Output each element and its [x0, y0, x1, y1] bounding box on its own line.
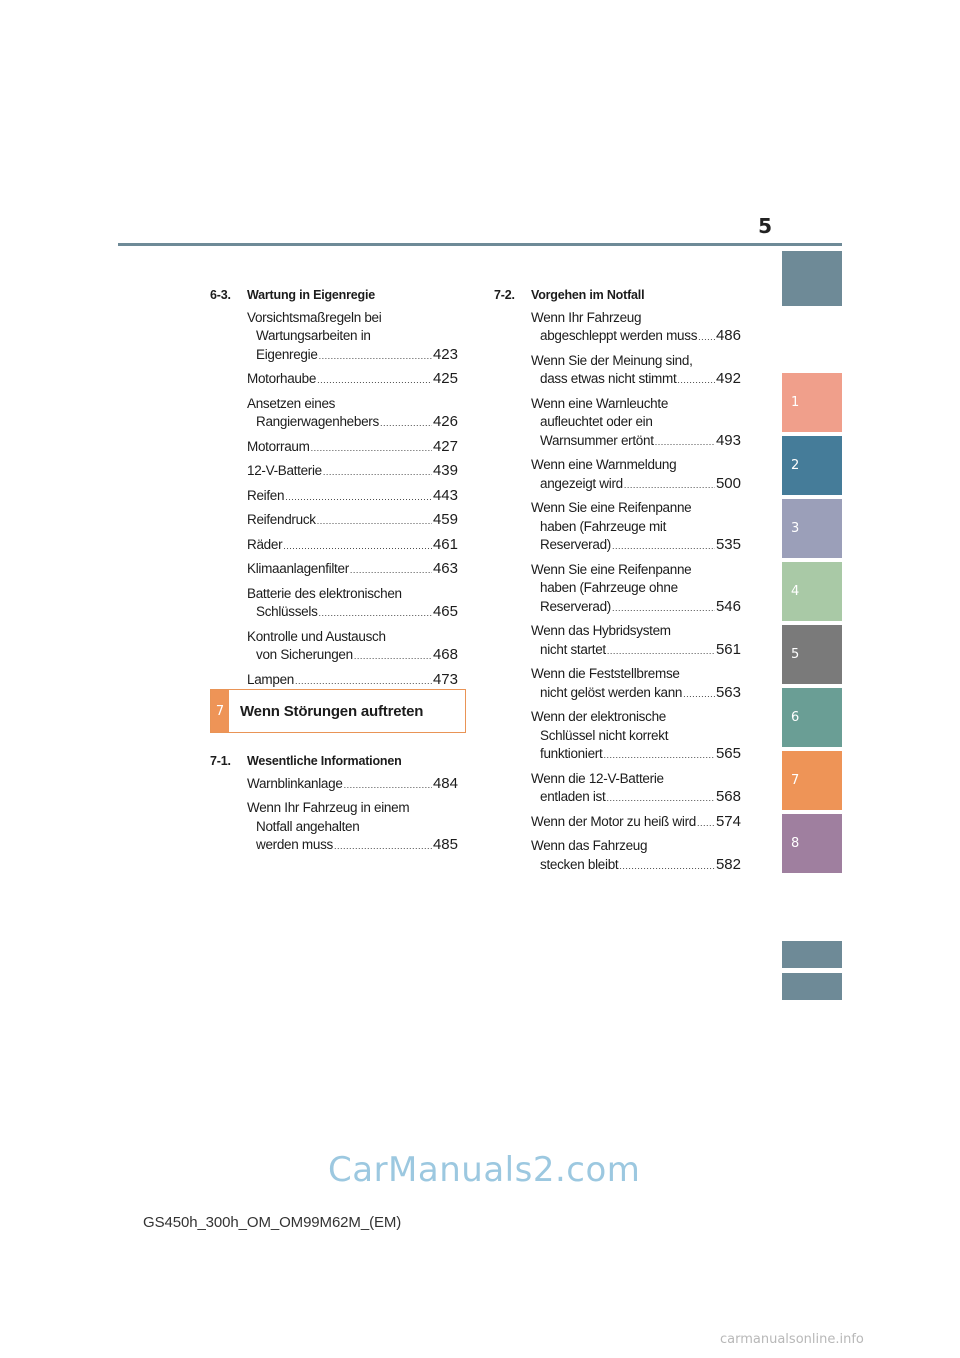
- dot-leader: [677, 371, 715, 390]
- toc-page-number: 461: [432, 535, 458, 553]
- toc-page-number: 485: [432, 836, 458, 853]
- dot-leader: [319, 347, 432, 366]
- dot-leader: [317, 512, 432, 531]
- toc-page-number: 427: [432, 437, 458, 455]
- toc-entry-text: Warnsummer ertönt: [540, 432, 654, 448]
- toc-entry[interactable]: [494, 309, 741, 347]
- dot-leader: [612, 537, 715, 556]
- toc-entry-text: Ansetzen eines: [247, 395, 336, 411]
- toc-page-number: 493: [715, 431, 741, 449]
- tab-chapter-1[interactable]: [782, 373, 842, 432]
- toc-page-number: 563: [715, 683, 741, 701]
- toc-entry-text: haben (Fahrzeuge mit: [540, 518, 667, 534]
- toc-entry[interactable]: [494, 622, 741, 660]
- toc-page-number: 582: [715, 855, 741, 873]
- document-code-footer: GS450h_300h_OM_OM99M62M_(EM): [143, 1214, 402, 1231]
- toc-entry[interactable]: [210, 511, 458, 531]
- toc-entry[interactable]: [210, 560, 458, 580]
- toc-entry-text: Reserverad): [540, 598, 611, 614]
- dot-leader: [311, 439, 432, 458]
- dot-leader: [323, 463, 432, 482]
- toc-entry-text: entladen ist: [540, 789, 606, 804]
- toc-entry-text: Wenn die Feststellbremse: [531, 666, 680, 681]
- toc-list-6-3: [210, 309, 458, 691]
- toc-entry[interactable]: [494, 665, 741, 703]
- toc-entry[interactable]: [210, 487, 458, 507]
- toc-entry-text: haben (Fahrzeuge ohne: [540, 580, 678, 595]
- toc-entry[interactable]: [494, 813, 741, 833]
- toc-entry-text: abgeschleppt werden muss: [540, 328, 698, 343]
- toc-entry-text: Wenn Ihr Fahrzeug: [531, 309, 642, 325]
- dot-leader: [350, 561, 432, 580]
- toc-page-number: 561: [715, 640, 741, 658]
- toc-page-number: 423: [432, 345, 458, 363]
- tab-chapter-2[interactable]: [782, 436, 842, 495]
- toc-page-number: 473: [432, 670, 458, 688]
- dot-leader: [698, 328, 715, 347]
- dot-leader: [624, 476, 715, 495]
- toc-entry[interactable]: [494, 837, 741, 875]
- toc-page-number: 565: [715, 745, 741, 762]
- toc-page-number: 486: [715, 327, 741, 344]
- toc-entry[interactable]: [494, 395, 741, 452]
- toc-entry-text: funktioniert: [540, 746, 603, 761]
- tab-chapter-3[interactable]: [782, 499, 842, 558]
- toc-page-number: 443: [432, 486, 458, 504]
- tab-chapter-8[interactable]: [782, 814, 842, 873]
- toc-entry-text: Wenn das Hybridsystem: [531, 623, 671, 638]
- toc-entry[interactable]: [210, 628, 458, 666]
- toc-entry-text: Batterie des elektronischen: [247, 585, 402, 601]
- toc-entry[interactable]: [210, 775, 458, 795]
- toc-entry-text: Wenn das Fahrzeug: [531, 838, 648, 853]
- toc-list-7-1: [210, 775, 458, 856]
- toc-page-number: 546: [715, 597, 741, 615]
- section-heading-6-3: [210, 286, 458, 305]
- toc-entry-text: werden muss: [256, 837, 333, 852]
- dot-leader: [334, 837, 432, 856]
- toc-entry-text: Motorraum: [247, 438, 310, 454]
- section-title: Wartung in Eigenregie: [247, 288, 375, 302]
- toc-entry-text: nicht gelöst werden kann: [540, 684, 683, 700]
- toc-entry-text: dass etwas nicht stimmt: [540, 371, 677, 386]
- toc-entry-text: Rangierwagenhebers: [256, 414, 379, 429]
- tab-chapter-7[interactable]: [782, 751, 842, 810]
- dot-leader: [285, 488, 432, 507]
- toc-entry-text: Schlüssel nicht korrekt: [540, 727, 669, 743]
- toc-entry-text: Reifendruck: [247, 512, 316, 527]
- dot-leader: [344, 776, 432, 795]
- tab-chapter-4[interactable]: [782, 562, 842, 621]
- tab-label: 5: [791, 647, 800, 662]
- chapter-number: 7: [211, 690, 229, 732]
- toc-entry-text: Wenn der Motor zu heiß wird: [531, 813, 696, 829]
- toc-entry-text: Motorhaube: [247, 371, 317, 386]
- toc-page-number: 459: [432, 511, 458, 528]
- toc-entry[interactable]: [210, 671, 458, 691]
- toc-entry-text: Wartungsarbeiten in: [256, 328, 371, 343]
- toc-entry[interactable]: [494, 708, 741, 765]
- toc-entry-text: Räder: [247, 536, 283, 552]
- toc-entry-text: von Sicherungen: [256, 647, 353, 662]
- toc-entry-text: Reserverad): [540, 537, 611, 552]
- dot-leader: [380, 414, 432, 433]
- toc-page-number: 426: [432, 413, 458, 430]
- section-number: 6-3.: [210, 288, 231, 302]
- watermark-url: carmanualsonline.info: [720, 1332, 864, 1347]
- dot-leader: [607, 642, 715, 661]
- toc-entry-text: angezeigt wird: [540, 475, 623, 491]
- toc-entry-text: 12-V-Batterie: [247, 463, 322, 478]
- toc-entry[interactable]: [210, 309, 458, 366]
- toc-entry-text: Reifen: [247, 487, 285, 503]
- toc-entry[interactable]: [494, 770, 741, 808]
- chapter-heading-box: [210, 689, 466, 733]
- dot-leader: [683, 685, 715, 704]
- tab-label: 4: [791, 584, 800, 599]
- dot-leader: [317, 371, 432, 390]
- dot-leader: [619, 857, 715, 876]
- toc-entry[interactable]: [210, 585, 458, 623]
- tab-label: 8: [791, 836, 800, 851]
- toc-entry-text: aufleuchtet oder ein: [540, 414, 653, 429]
- toc-entry-text: Wenn Sie der Meinung sind,: [531, 352, 693, 368]
- section-title: Wesentliche Informationen: [247, 754, 402, 768]
- dot-leader: [612, 599, 715, 618]
- toc-entry-text: Klimaanlagenfilter: [247, 561, 349, 576]
- toc-page-number: 425: [432, 370, 458, 387]
- dot-leader: [283, 537, 432, 556]
- toc-page-number: 484: [432, 774, 458, 792]
- toc-list-7-2: [494, 309, 741, 876]
- dot-leader: [655, 433, 715, 452]
- toc-column-left: [210, 286, 458, 695]
- toc-entry-text: Wenn eine Warnleuchte: [531, 395, 669, 411]
- tab-blank-lower-2[interactable]: [782, 973, 842, 1000]
- toc-entry[interactable]: [210, 438, 458, 458]
- section-title: Vorgehen im Notfall: [531, 288, 645, 302]
- tab-label: 3: [791, 521, 800, 536]
- toc-entry-text: Kontrolle und Austausch: [247, 628, 386, 644]
- dot-leader: [606, 789, 715, 808]
- toc-entry-text: stecken bleibt: [540, 856, 619, 872]
- tab-blank-top[interactable]: [782, 251, 842, 306]
- toc-page-number: 463: [432, 560, 458, 577]
- dot-leader: [295, 672, 432, 691]
- toc-entry-text: Wenn die 12-V-Batterie: [531, 770, 664, 786]
- page-number: 5: [758, 214, 772, 238]
- toc-entry[interactable]: [210, 370, 458, 390]
- section-heading-7-1: [210, 752, 458, 771]
- toc-page-number: 574: [715, 812, 741, 830]
- toc-column-left-lower: [210, 752, 458, 861]
- toc-entry-text: Schlüssels: [256, 604, 318, 619]
- tab-label: 7: [791, 773, 800, 788]
- toc-entry[interactable]: [210, 536, 458, 556]
- toc-entry-text: Wenn Sie eine Reifenpanne: [531, 561, 692, 577]
- tab-blank-lower-1[interactable]: [782, 941, 842, 968]
- toc-page-number: 465: [432, 603, 458, 620]
- chapter-title: Wenn Störungen auftreten: [240, 702, 424, 720]
- tab-chapter-5[interactable]: [782, 625, 842, 684]
- toc-entry-text: Wenn eine Warnmeldung: [531, 457, 677, 472]
- section-number: 7-2.: [494, 288, 515, 302]
- toc-entry[interactable]: [210, 395, 458, 433]
- toc-entry[interactable]: [494, 456, 741, 494]
- toc-entry[interactable]: [494, 499, 741, 556]
- dot-leader: [603, 746, 715, 765]
- tab-label: 6: [791, 710, 800, 725]
- watermark-logo: CarManuals2.com: [328, 1150, 641, 1190]
- dot-leader: [697, 814, 715, 833]
- tab-chapter-6[interactable]: [782, 688, 842, 747]
- toc-entry-text: Lampen: [247, 671, 294, 687]
- toc-entry[interactable]: [494, 352, 741, 390]
- toc-entry[interactable]: [210, 799, 458, 856]
- header-rule: [118, 243, 842, 246]
- toc-page-number: 492: [715, 370, 741, 387]
- dot-leader: [319, 604, 432, 623]
- tab-label: 2: [791, 458, 800, 473]
- toc-page-number: 468: [432, 646, 458, 663]
- toc-page-number: 439: [432, 462, 458, 479]
- toc-entry[interactable]: [494, 561, 741, 618]
- toc-entry-text: Warnblinkanlage: [247, 775, 343, 791]
- toc-entry-text: Wenn Ihr Fahrzeug in einem: [247, 800, 410, 815]
- toc-entry-text: Wenn der elektronische: [531, 709, 666, 724]
- section-number: 7-1.: [210, 754, 231, 768]
- toc-column-right: [494, 286, 741, 880]
- toc-entry[interactable]: [210, 462, 458, 482]
- dot-leader: [354, 647, 432, 666]
- toc-page-number: 568: [715, 788, 741, 805]
- toc-entry-text: Vorsichtsmaßregeln bei: [247, 309, 382, 325]
- tab-label: 1: [791, 395, 800, 410]
- toc-entry-text: Wenn Sie eine Reifenpanne: [531, 500, 692, 515]
- toc-entry-text: Notfall angehalten: [256, 818, 360, 834]
- section-heading-7-2: [494, 286, 741, 305]
- toc-entry-text: nicht startet: [540, 641, 606, 657]
- toc-page-number: 535: [715, 536, 741, 553]
- toc-entry-text: Eigenregie: [256, 346, 318, 362]
- toc-page-number: 500: [715, 474, 741, 492]
